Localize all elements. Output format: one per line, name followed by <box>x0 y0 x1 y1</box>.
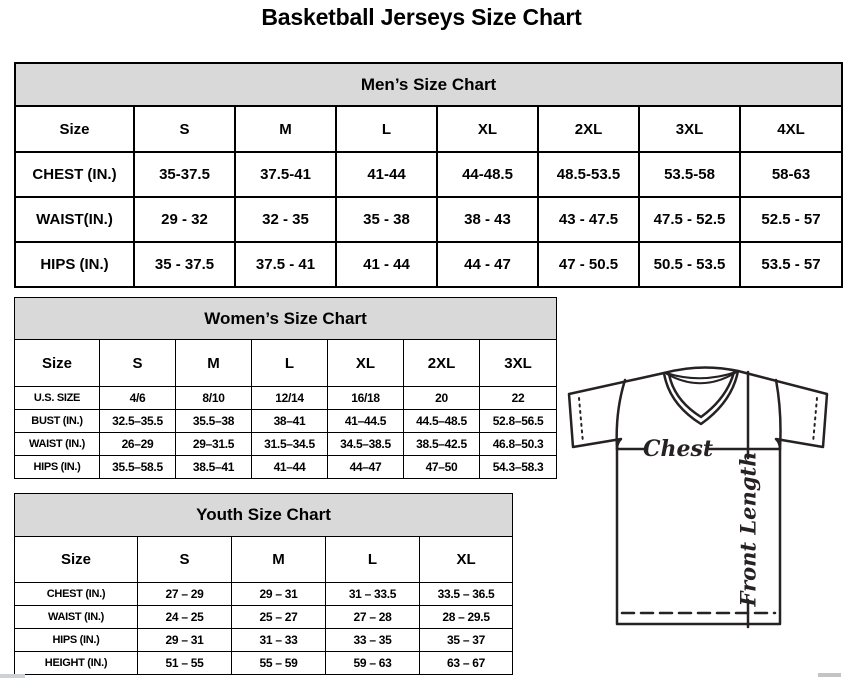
size-value-cell: 20 <box>404 387 480 410</box>
size-value-cell: 41–44 <box>252 456 328 479</box>
column-header: L <box>326 537 420 583</box>
size-value-cell: 38–41 <box>252 410 328 433</box>
row-label: BUST (IN.) <box>15 410 100 433</box>
table-row <box>15 152 842 197</box>
size-value-cell: 22 <box>480 387 557 410</box>
left-sleeve-dashed-line <box>579 398 583 443</box>
mens-size-table <box>14 62 843 288</box>
column-header: 3XL <box>480 340 557 387</box>
column-header: Size <box>15 340 100 387</box>
size-value-cell: 41-44 <box>336 152 437 197</box>
row-label: WAIST(IN.) <box>15 197 134 242</box>
jersey-outline-shape <box>569 367 827 624</box>
column-header: 2XL <box>538 106 639 152</box>
column-header: S <box>138 537 232 583</box>
size-value-cell: 32 - 35 <box>235 197 336 242</box>
youth-table-caption: Youth Size Chart <box>15 494 513 537</box>
row-label: HIPS (IN.) <box>15 629 138 652</box>
youth-size-table <box>14 493 513 675</box>
size-value-cell: 25 – 27 <box>232 606 326 629</box>
table-row <box>15 242 842 287</box>
row-label: WAIST (IN.) <box>15 433 100 456</box>
table-row <box>15 456 557 479</box>
size-value-cell: 27 – 29 <box>138 583 232 606</box>
size-value-cell: 51 – 55 <box>138 652 232 675</box>
men-table-caption: Men’s Size Chart <box>15 63 842 106</box>
column-header: 3XL <box>639 106 740 152</box>
size-value-cell: 48.5-53.5 <box>538 152 639 197</box>
right-sleeve-dashed-line <box>813 398 817 443</box>
size-value-cell: 53.5-58 <box>639 152 740 197</box>
page-title: Basketball Jerseys Size Chart <box>261 4 582 30</box>
size-value-cell: 44-48.5 <box>437 152 538 197</box>
column-header: M <box>232 537 326 583</box>
size-value-cell: 43 - 47.5 <box>538 197 639 242</box>
column-header: M <box>176 340 252 387</box>
table-row <box>15 433 557 456</box>
size-value-cell: 63 – 67 <box>420 652 513 675</box>
size-value-cell: 29 – 31 <box>232 583 326 606</box>
row-label: WAIST (IN.) <box>15 606 138 629</box>
size-value-cell: 38.5–41 <box>176 456 252 479</box>
horizontal-scrollbar-fragment-left[interactable] <box>0 674 25 678</box>
table-row <box>15 410 557 433</box>
size-value-cell: 29 – 31 <box>138 629 232 652</box>
size-value-cell: 26–29 <box>100 433 176 456</box>
column-header: XL <box>328 340 404 387</box>
size-value-cell: 44 - 47 <box>437 242 538 287</box>
size-value-cell: 50.5 - 53.5 <box>639 242 740 287</box>
size-value-cell: 47 - 50.5 <box>538 242 639 287</box>
column-header: 2XL <box>404 340 480 387</box>
column-header: XL <box>420 537 513 583</box>
row-label: U.S. SIZE <box>15 387 100 410</box>
column-header: XL <box>437 106 538 152</box>
size-value-cell: 52.5 - 57 <box>740 197 842 242</box>
table-row <box>15 387 557 410</box>
table-row <box>15 197 842 242</box>
size-value-cell: 29–31.5 <box>176 433 252 456</box>
size-value-cell: 58-63 <box>740 152 842 197</box>
column-header: M <box>235 106 336 152</box>
size-value-cell: 54.3–58.3 <box>480 456 557 479</box>
size-value-cell: 35-37.5 <box>134 152 235 197</box>
row-label: HEIGHT (IN.) <box>15 652 138 675</box>
front-length-label: Front Length <box>735 451 761 607</box>
size-value-cell: 35 – 37 <box>420 629 513 652</box>
column-header: 4XL <box>740 106 842 152</box>
size-value-cell: 35 - 37.5 <box>134 242 235 287</box>
column-header: L <box>336 106 437 152</box>
horizontal-scrollbar-fragment-right[interactable] <box>818 673 841 677</box>
chest-label: Chest <box>642 436 714 462</box>
row-label: CHEST (IN.) <box>15 583 138 606</box>
size-value-cell: 46.8–50.3 <box>480 433 557 456</box>
size-value-cell: 32.5–35.5 <box>100 410 176 433</box>
size-value-cell: 53.5 - 57 <box>740 242 842 287</box>
size-value-cell: 37.5-41 <box>235 152 336 197</box>
size-value-cell: 44–47 <box>328 456 404 479</box>
column-header: Size <box>15 106 134 152</box>
size-value-cell: 4/6 <box>100 387 176 410</box>
size-value-cell: 28 – 29.5 <box>420 606 513 629</box>
size-value-cell: 31.5–34.5 <box>252 433 328 456</box>
row-label: HIPS (IN.) <box>15 456 100 479</box>
size-value-cell: 47–50 <box>404 456 480 479</box>
size-value-cell: 41–44.5 <box>328 410 404 433</box>
table-row <box>15 606 513 629</box>
size-value-cell: 59 – 63 <box>326 652 420 675</box>
size-value-cell: 31 – 33.5 <box>326 583 420 606</box>
women-table-caption: Women’s Size Chart <box>15 298 557 340</box>
size-value-cell: 29 - 32 <box>134 197 235 242</box>
size-value-cell: 35.5–38 <box>176 410 252 433</box>
size-value-cell: 55 – 59 <box>232 652 326 675</box>
size-value-cell: 37.5 - 41 <box>235 242 336 287</box>
size-value-cell: 47.5 - 52.5 <box>639 197 740 242</box>
column-header: S <box>100 340 176 387</box>
table-row <box>15 629 513 652</box>
table-row <box>15 583 513 606</box>
size-value-cell: 12/14 <box>252 387 328 410</box>
size-value-cell: 38 - 43 <box>437 197 538 242</box>
size-value-cell: 8/10 <box>176 387 252 410</box>
size-value-cell: 41 - 44 <box>336 242 437 287</box>
size-value-cell: 31 – 33 <box>232 629 326 652</box>
row-label: CHEST (IN.) <box>15 152 134 197</box>
column-header: L <box>252 340 328 387</box>
column-header: Size <box>15 537 138 583</box>
jersey-measurement-diagram <box>557 360 843 672</box>
size-value-cell: 27 – 28 <box>326 606 420 629</box>
size-value-cell: 35.5–58.5 <box>100 456 176 479</box>
column-header: S <box>134 106 235 152</box>
size-value-cell: 44.5–48.5 <box>404 410 480 433</box>
size-value-cell: 24 – 25 <box>138 606 232 629</box>
size-value-cell: 35 - 38 <box>336 197 437 242</box>
size-value-cell: 16/18 <box>328 387 404 410</box>
size-value-cell: 38.5–42.5 <box>404 433 480 456</box>
size-value-cell: 33 – 35 <box>326 629 420 652</box>
womens-size-table <box>14 297 557 479</box>
size-value-cell: 52.8–56.5 <box>480 410 557 433</box>
table-row <box>15 652 513 675</box>
row-label: HIPS (IN.) <box>15 242 134 287</box>
size-value-cell: 33.5 – 36.5 <box>420 583 513 606</box>
size-value-cell: 34.5–38.5 <box>328 433 404 456</box>
